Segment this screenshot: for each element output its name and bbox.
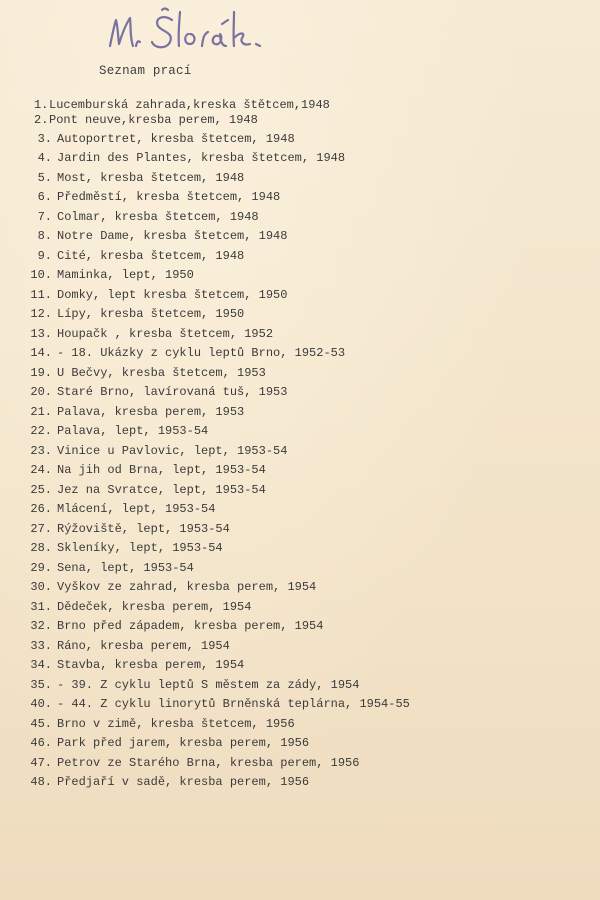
item-number: 1. xyxy=(34,98,49,112)
item-text: Vyškov ze zahrad, kresba perem, 1954 xyxy=(57,580,317,594)
item-number: 19. xyxy=(30,366,52,380)
item-text: - 18. Ukázky z cyklu leptů Brno, 1952-53 xyxy=(57,346,346,360)
item-number: 3. xyxy=(37,132,52,146)
item-text: Pont neuve,kresba perem, 1948 xyxy=(49,113,258,127)
item-text: Předměstí, kresba štetcem, 1948 xyxy=(57,190,281,204)
item-number: 20. xyxy=(30,385,52,399)
item-text: Mlácení, lept, 1953-54 xyxy=(57,502,216,516)
item-text: Palava, kresba perem, 1953 xyxy=(57,405,245,419)
list-item xyxy=(0,149,600,167)
item-text: Lípy, kresba štetcem, 1950 xyxy=(57,307,245,321)
item-text: Staré Brno, lavírovaná tuš, 1953 xyxy=(57,385,288,399)
item-text: Ráno, kresba perem, 1954 xyxy=(57,639,230,653)
item-text: Domky, lept kresba štetcem, 1950 xyxy=(57,288,288,302)
item-text: Brno před západem, kresba perem, 1954 xyxy=(57,619,324,633)
list-item xyxy=(0,500,600,518)
list-item xyxy=(0,422,600,440)
item-text: Maminka, lept, 1950 xyxy=(57,268,194,282)
item-text: Vinice u Pavlovic, lept, 1953-54 xyxy=(57,444,288,458)
list-item xyxy=(0,169,600,187)
item-number: 26. xyxy=(30,502,52,516)
item-text: Jardin des Plantes, kresba štetcem, 1948 xyxy=(57,151,346,165)
item-number: 4. xyxy=(37,151,52,165)
item-text: Most, kresba štetcem, 1948 xyxy=(57,171,245,185)
item-text: Autoportret, kresba štetcem, 1948 xyxy=(57,132,295,146)
item-number: 33. xyxy=(30,639,52,653)
item-text: - 39. Z cyklu leptů S městem za zády, 1954 xyxy=(57,678,360,692)
item-number: 29. xyxy=(30,561,52,575)
list-item xyxy=(0,539,600,557)
list-item xyxy=(0,656,600,674)
item-text: Jez na Svratce, lept, 1953-54 xyxy=(57,483,266,497)
item-text: Předjaří v sadě, kresba perem, 1956 xyxy=(57,775,310,789)
list-item xyxy=(0,266,600,284)
list-item xyxy=(0,734,600,752)
item-number: 10. xyxy=(30,268,52,282)
list-item xyxy=(0,598,600,616)
document-title: Seznam prací xyxy=(99,64,192,78)
item-number: 28. xyxy=(30,541,52,555)
item-number: 5. xyxy=(37,171,52,185)
list-item xyxy=(0,578,600,596)
item-number: 27. xyxy=(30,522,52,536)
item-number: 12. xyxy=(30,307,52,321)
item-number: 34. xyxy=(30,658,52,672)
list-item xyxy=(0,130,600,148)
list-item xyxy=(0,383,600,401)
list-item xyxy=(0,344,600,362)
list-item xyxy=(0,364,600,382)
item-number: 13. xyxy=(30,327,52,341)
list-item xyxy=(0,715,600,733)
item-number: 31. xyxy=(30,600,52,614)
item-number: 32. xyxy=(30,619,52,633)
list-item xyxy=(0,559,600,577)
list-item xyxy=(0,286,600,304)
item-text: Brno v zimě, kresba štetcem, 1956 xyxy=(57,717,295,731)
item-number: 9. xyxy=(37,249,52,263)
item-text: - 44. Z cyklu linorytů Brněnská teplárna, 1954-55 xyxy=(57,697,410,711)
list-item xyxy=(0,227,600,245)
item-text: Cité, kresba štetcem, 1948 xyxy=(57,249,245,263)
list-item xyxy=(0,637,600,655)
item-number: 40. xyxy=(30,697,52,711)
item-number: 25. xyxy=(30,483,52,497)
item-text: Skleníky, lept, 1953-54 xyxy=(57,541,223,555)
item-number: 24. xyxy=(30,463,52,477)
item-number: 45. xyxy=(30,717,52,731)
item-text: U Bečvy, kresba štetcem, 1953 xyxy=(57,366,266,380)
item-text: Dědeček, kresba perem, 1954 xyxy=(57,600,252,614)
item-number: 14. xyxy=(30,346,52,360)
handwritten-signature xyxy=(100,2,320,54)
list-item xyxy=(0,305,600,323)
item-text: Rýžoviště, lept, 1953-54 xyxy=(57,522,230,536)
list-item xyxy=(0,754,600,772)
list-item xyxy=(0,325,600,343)
list-item xyxy=(0,481,600,499)
list-item xyxy=(0,461,600,479)
item-number: 35. xyxy=(30,678,52,692)
item-number: 6. xyxy=(37,190,52,204)
list-item xyxy=(0,111,600,129)
list-item xyxy=(0,403,600,421)
list-item xyxy=(0,442,600,460)
list-item xyxy=(0,188,600,206)
item-number: 8. xyxy=(37,229,52,243)
item-number: 21. xyxy=(30,405,52,419)
item-number: 46. xyxy=(30,736,52,750)
item-number: 2. xyxy=(34,113,49,127)
item-number: 30. xyxy=(30,580,52,594)
item-number: 23. xyxy=(30,444,52,458)
item-text: Na jih od Brna, lept, 1953-54 xyxy=(57,463,266,477)
item-number: 22. xyxy=(30,424,52,438)
item-text: Houpačk , kresba štetcem, 1952 xyxy=(57,327,274,341)
item-text: Colmar, kresba štetcem, 1948 xyxy=(57,210,259,224)
list-item xyxy=(0,695,600,713)
item-text: Notre Dame, kresba štetcem, 1948 xyxy=(57,229,288,243)
item-text: Lucemburská zahrada,kreska štětcem,1948 xyxy=(49,98,330,112)
item-number: 48. xyxy=(30,775,52,789)
list-item xyxy=(0,247,600,265)
item-number: 11. xyxy=(30,288,52,302)
list-item xyxy=(0,520,600,538)
list-item xyxy=(0,208,600,226)
list-item xyxy=(0,773,600,791)
item-text: Palava, lept, 1953-54 xyxy=(57,424,209,438)
item-number: 47. xyxy=(30,756,52,770)
list-item xyxy=(0,676,600,694)
item-text: Park před jarem, kresba perem, 1956 xyxy=(57,736,310,750)
item-text: Petrov ze Starého Brna, kresba perem, 1956 xyxy=(57,756,360,770)
item-text: Stavba, kresba perem, 1954 xyxy=(57,658,245,672)
item-text: Sena, lept, 1953-54 xyxy=(57,561,194,575)
item-number: 7. xyxy=(37,210,52,224)
list-item xyxy=(0,617,600,635)
